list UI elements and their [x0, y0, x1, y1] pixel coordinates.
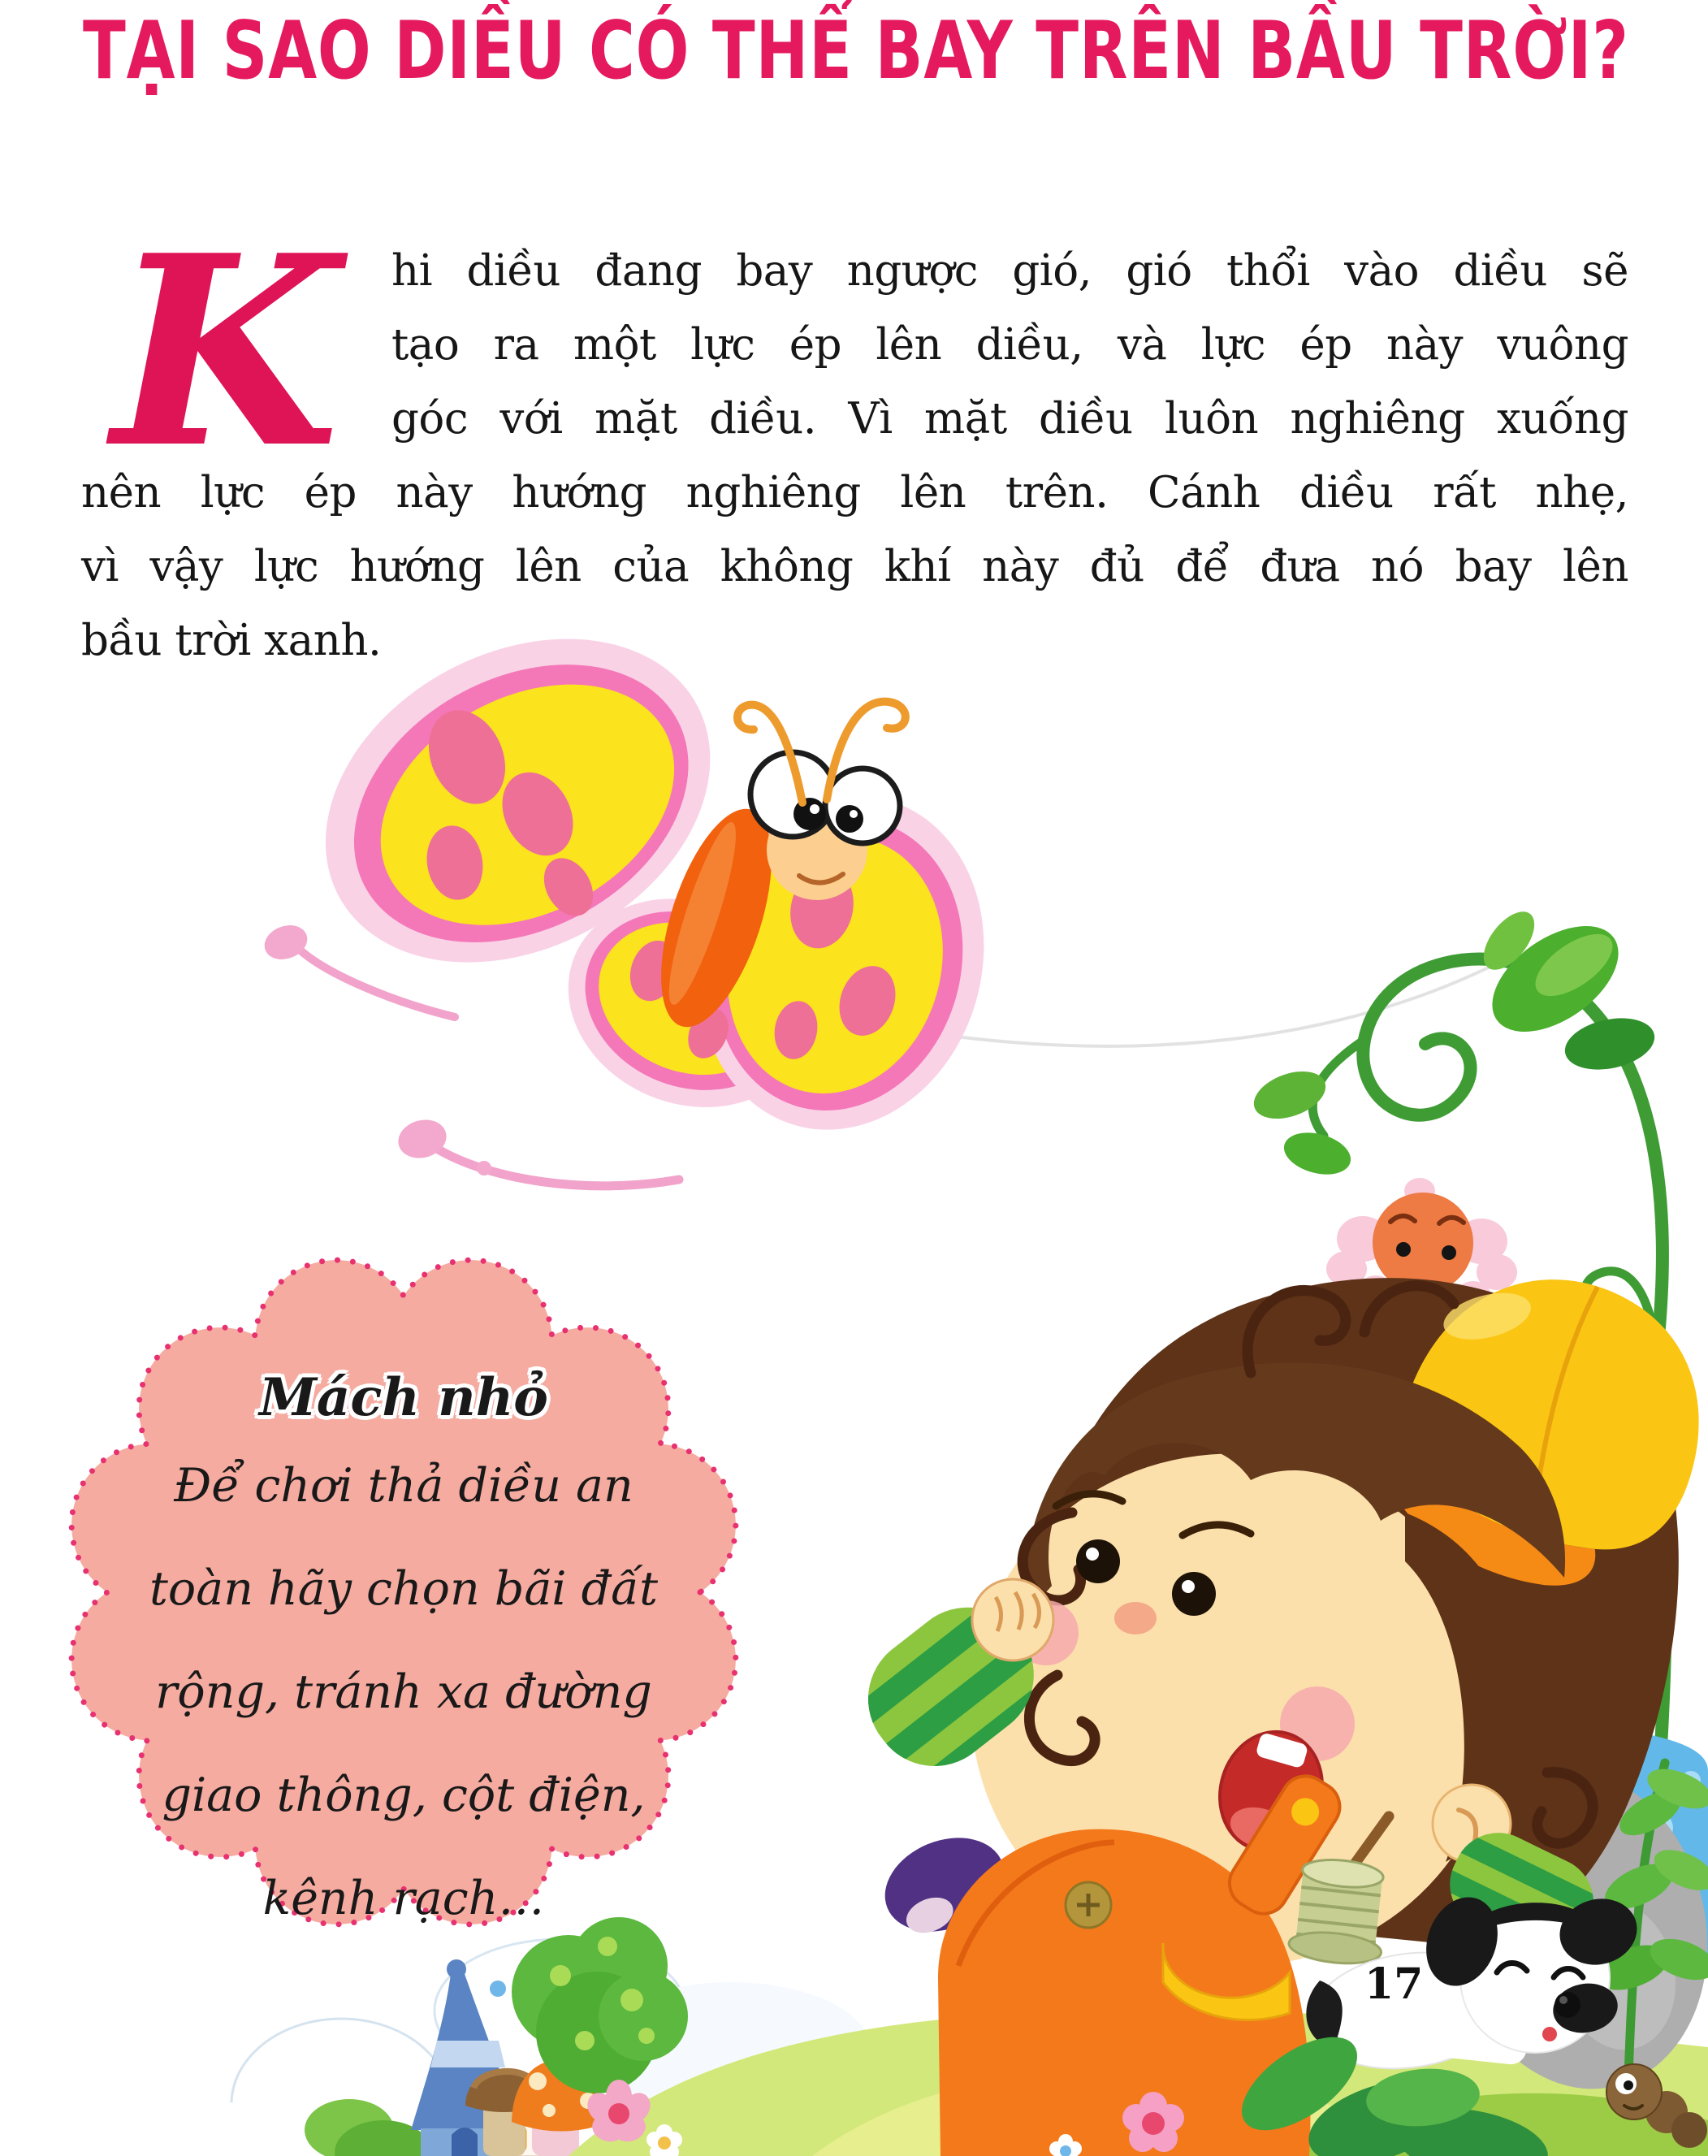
callout-tip-box	[122, 1362, 685, 1950]
callout-line: rộng, tránh xa đường	[155, 1665, 652, 1719]
dropcap-letter: K	[112, 198, 339, 505]
article-line: tạo ra một lực ép lên diều, và lực ép này vuông	[391, 320, 1628, 370]
article-line: nên lực ép này hướng nghiêng lên trên. Cánh diều rất nhẹ,	[81, 468, 1628, 517]
callout-line: kênh rạch…	[262, 1872, 545, 1925]
callout-line: Để chơi thả diều an	[174, 1459, 633, 1513]
article-line: vì vậy lực hướng lên của không khí này đủ để đưa nó bay lên	[81, 542, 1628, 591]
article-paragraph	[81, 198, 1628, 678]
boy-fist	[972, 1579, 1053, 1660]
article-line: góc với mặt diều. Vì mặt diều luôn nghiêng xuống	[391, 394, 1628, 444]
article-line: bầu trời xanh.	[81, 616, 382, 665]
callout-line: giao thông, cột điện,	[162, 1769, 646, 1822]
page-title: TẠI SAO DIỀU CÓ THỂ BAY TRÊN BẦU TRỜI?	[83, 5, 1629, 97]
boy-nose	[1114, 1602, 1157, 1634]
callout-title: Mách nhỏ	[259, 1367, 548, 1428]
article-line: hi diều đang bay ngược gió, gió thổi vào diều sẽ	[391, 246, 1628, 296]
page-number: 17	[1364, 1959, 1424, 2009]
callout-line: toàn hãy chọn bãi đất	[149, 1562, 658, 1616]
